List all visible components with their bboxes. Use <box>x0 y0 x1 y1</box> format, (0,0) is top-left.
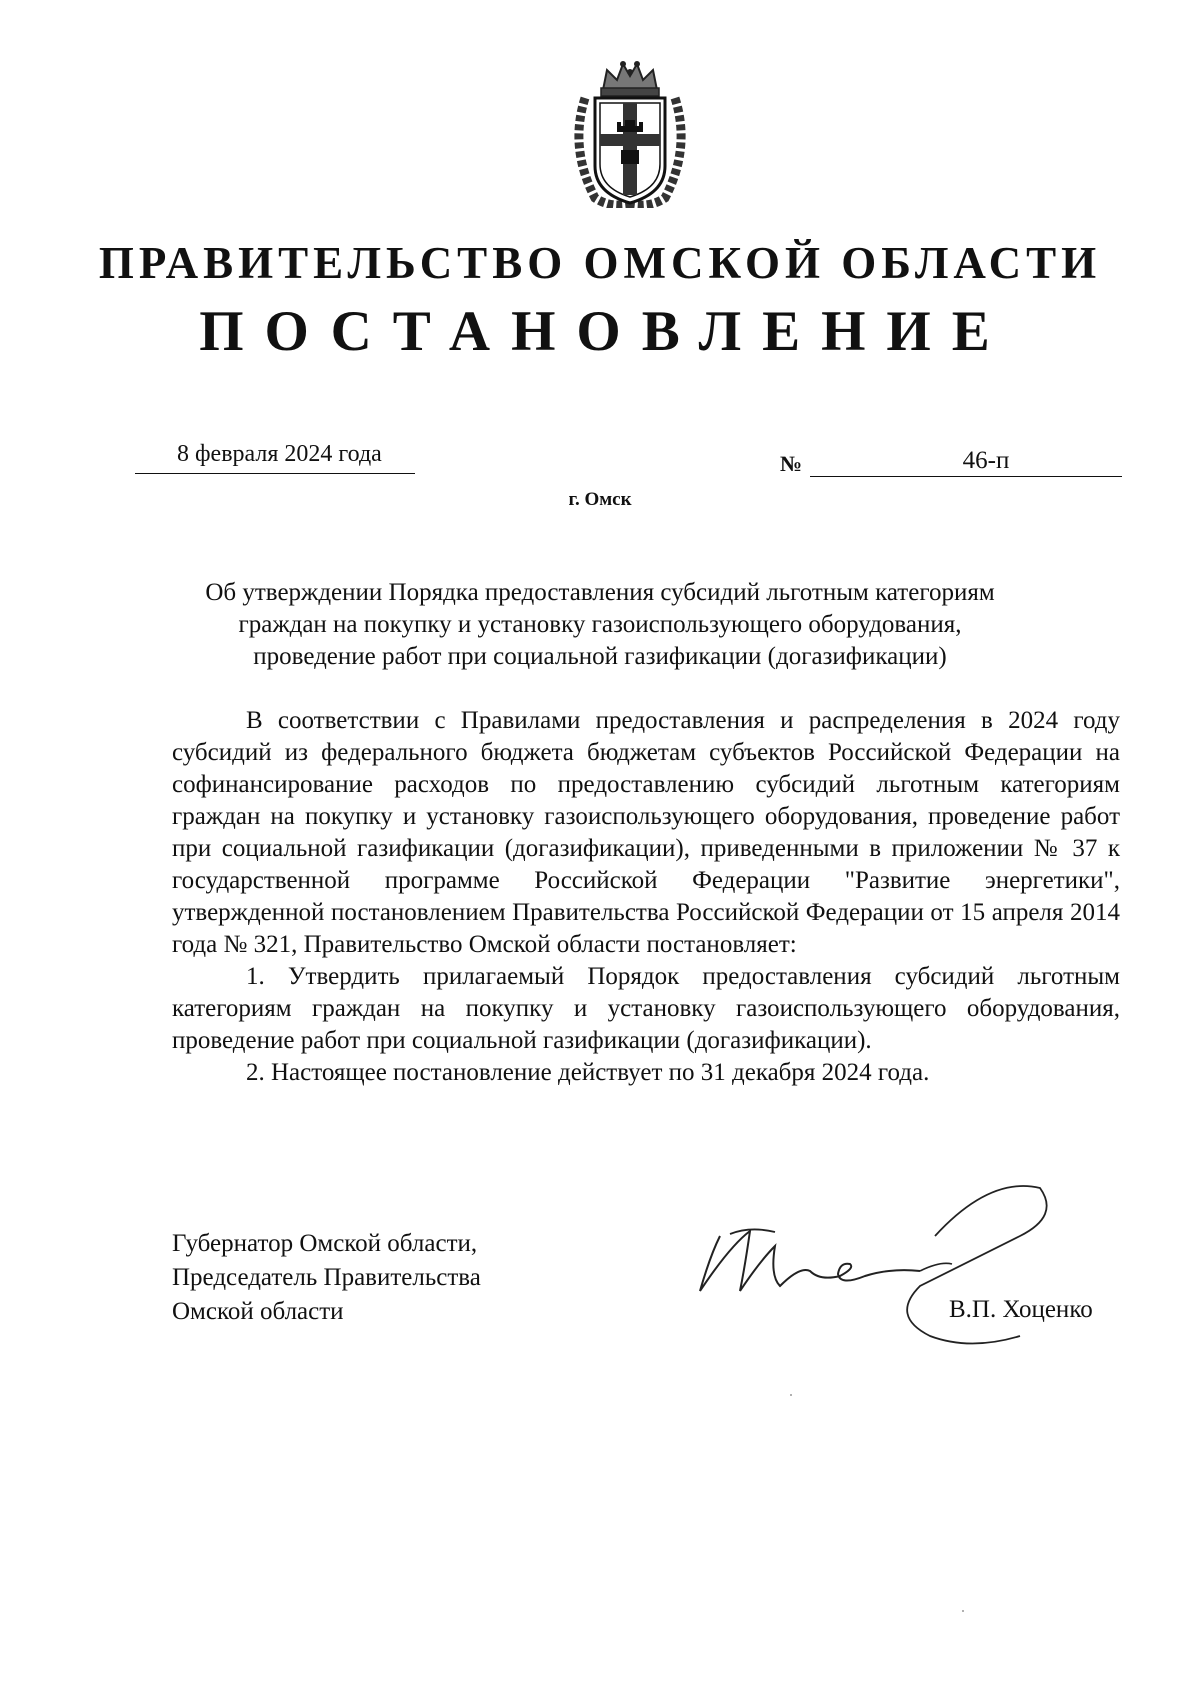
document-subject <box>130 577 1070 673</box>
document-number: 46-п <box>962 447 1010 474</box>
document-city: г. Омск <box>568 489 632 510</box>
scan-speck <box>790 1394 792 1396</box>
omsk-coat-of-arms-icon <box>565 58 695 208</box>
signer-name: В.П. Хоценко <box>949 1296 1093 1323</box>
signer-position <box>172 1227 592 1329</box>
body-paragraph-item-2: 2. Настоящее постановление действует по 31 декабря 2024 года. <box>246 1059 930 1086</box>
signer-position-line: Омской области <box>172 1298 344 1325</box>
signer-position-line: Губернатор Омской области, <box>172 1230 478 1257</box>
number-sign: № <box>780 451 803 476</box>
subject-line: проведение работ при социальной газификации (догазификации) <box>253 643 947 670</box>
number-field <box>810 446 1122 477</box>
body-paragraph-preamble: В соответствии с Правилами предоставления и распределения в 2024 году субсидий из федерального бюджета бюджетам субъектов Российской Федерации на софинансирование расходов по предоставлению субсидий льготным категориям граждан на покупку и установку газоиспользующего оборудования, проведение работ при социальной газификации (догазификации), приведенными в приложении № 37 к государственной программе Российской Федерации "Развитие энергетики", утвержденной постановлением Правительства Российской Федерации от 15 апреля 2014 года № 321, Правительство Омской области постановляет: <box>172 707 1120 958</box>
document-type-heading: ПОСТАНОВЛЕНИЕ <box>199 300 1011 363</box>
signer-position-line: Председатель Правительства <box>172 1264 481 1291</box>
date-field <box>135 439 415 474</box>
subject-line: граждан на покупку и установку газоиспользующего оборудования, <box>238 611 962 638</box>
government-title: ПРАВИТЕЛЬСТВО ОМСКОЙ ОБЛАСТИ <box>98 238 1102 288</box>
document-date: 8 февраля 2024 года <box>177 441 382 467</box>
document-body <box>172 705 1120 1089</box>
scan-speck <box>962 1610 964 1612</box>
subject-line: Об утверждении Порядка предоставления субсидий льготным категориям <box>205 579 995 606</box>
body-paragraph-item-1: 1. Утвердить прилагаемый Порядок предоставления субсидий льготным категориям граждан на покупку и установку газоиспользующего оборудования, проведение работ при социальной газификации (догазификации). <box>172 963 1120 1054</box>
